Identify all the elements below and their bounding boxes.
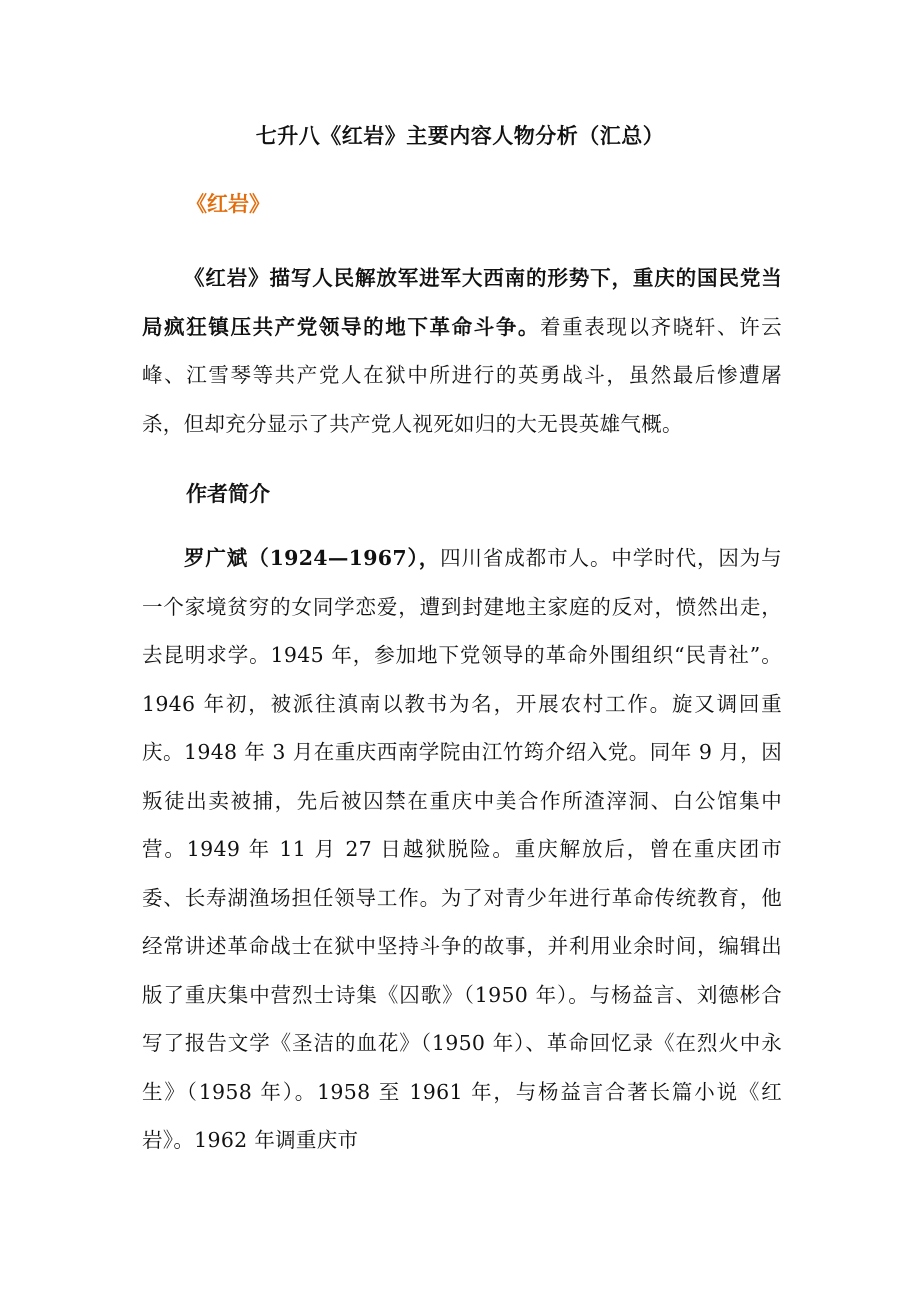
author-bio-paragraph bbox=[142, 534, 782, 1165]
summary-paragraph bbox=[142, 254, 782, 448]
summary-text: 着重表现以齐晓轩、许云峰、江雪琴等共产党人在狱中所进行的英勇战斗，虽然最后惨遭屠杀，但却充分显示了共产党人视死如归的大无畏英雄气概。 bbox=[142, 314, 782, 436]
summary-bold-text: 《红岩》描写人民解放军进军大西南的形势下，重庆的国民党当局疯狂镇压共产党领导的地下革命斗争。 bbox=[142, 266, 782, 339]
document-title: 七升八《红岩》主要内容人物分析（汇总） bbox=[255, 123, 665, 148]
author-heading: 作者简介 bbox=[186, 481, 270, 506]
author-bio-text: 四川省成都市人。中学时代，因为与一个家境贫穷的女同学恋爱，遭到封建地主家庭的反对，愤然出走，去昆明求学。1945 年，参加地下党领导的革命外围组织“民青社”。1946 年初，被派往滇南以教书为名，开展农村工作。旋又调回重庆。1948 年 3 月在重庆西南学院由江竹筠介绍入党。同年 9 月，因叛徒出卖被捕，先后被囚禁在重庆中美合作所渣滓洞、白公馆集中营。1949 年 11 月 27 日越狱脱险。重庆解放后，曾在重庆团市委、长寿湖渔场担任领导工作。为了对青少年进行革命传统教育，他经常讲述革命战士在狱中坚持斗争的故事，并利用业余时间，编辑出版了重庆集中营烈士诗集《囚歌》（1950 年）。与杨益言、刘德彬合写了报告文学《圣洁的血花》（1950 年）、革命回忆录《在烈火中永生》（1958 年）。1958 至 1961 年，与杨益言合著长篇小说《红岩》。1962 年调重庆市 bbox=[142, 546, 782, 1152]
section-label: 《红岩》 bbox=[186, 191, 270, 216]
author-name: 罗广斌（1924—1967）， bbox=[184, 546, 441, 570]
